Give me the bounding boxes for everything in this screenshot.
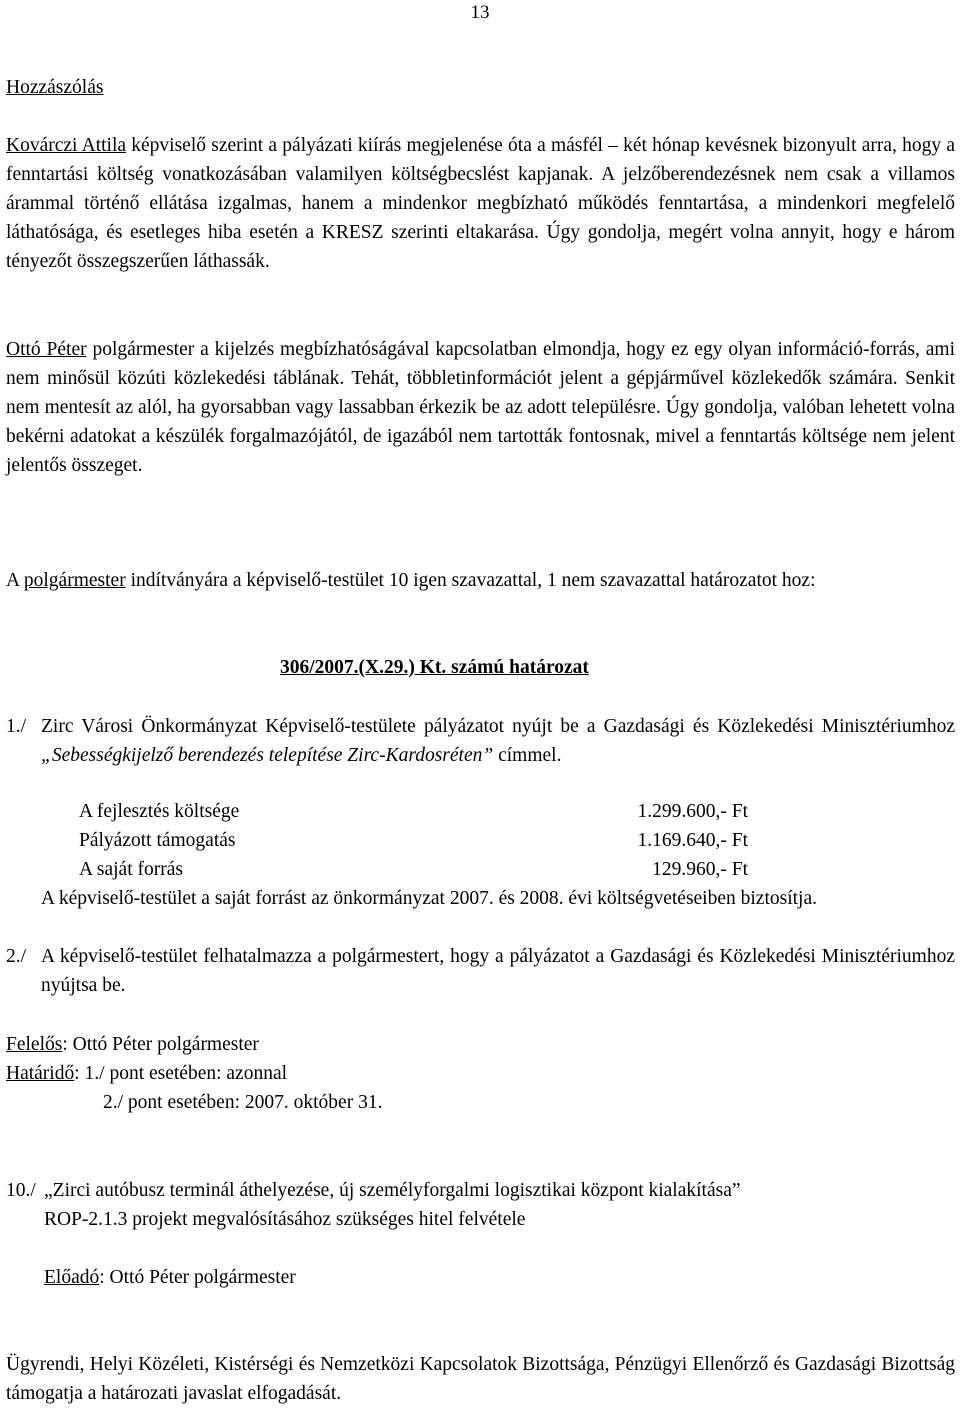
item1-tail: A képviselő-testület a saját forrást az önkormányzat 2007. és 2008. évi költségvetéseiben biztosítja. — [41, 888, 817, 909]
project-title: „Sebességkijelző berendezés telepítése Zirc-Kardosréten” — [41, 745, 494, 766]
cost-amount: 1.299.600,- Ft — [637, 801, 748, 822]
comment-text: képviselő szerint a pályázati kiírás megjelenése óta a másfél – két hónap kevésnek bizonyult arra, hogy a fenntartási költség vonatkozásában valamilyen költségbecslést kapjanak. A jelzőberendezésnek nem csak a villamos árammal történő ellátása izgalmas, hanem a mindenkor megbízható működés fenntartása, a mindenkori megfelelő láthatósága, és esetleges hiba esetén a KRESZ szerinti eltakarása. Úgy gondolja, megért volna annyit, hogy e három tényezőt összegszerűen láthassák. — [6, 135, 956, 272]
cost-amount: 129.960,- Ft — [652, 859, 748, 880]
comment-text: polgármester a kijelzés megbízhatóságával kapcsolatban elmondja, hogy ez egy olyan információ-forrás, ami nem minősül közúti közlekedési táblának. Tehát, többletinformációt jelent a gépjárművel közlekedők számára. Senkit nem mentesít az alól, ha gyorsabban vagy lassabban érkezik be az adott településre. Úgy gondolja, valóban lehetett volna bekérni adatokat a készülék forgalmazójától, de igazából nem tartották fontosnak, mivel a fenntartás költsége nem jelent jelentős összeget. — [6, 339, 955, 476]
vote-text: indítványára a képviselő-testület 10 igen szavazattal, 1 nem szavazattal határozatot hoz: — [125, 570, 816, 591]
page-number: 13 — [470, 2, 490, 23]
item1-number: 1./ — [6, 716, 27, 737]
vote-paragraph — [6, 566, 955, 595]
resolution-title: 306/2007.(X.29.) Kt. számú határozat — [280, 657, 589, 678]
section-heading: Hozzászólás — [6, 77, 104, 98]
responsible-line — [6, 1030, 259, 1059]
cost-label: A saját forrás — [79, 859, 183, 880]
item2-text: A képviselő-testület felhatalmazza a polgármestert, hogy a pályázatot a Gazdasági és Közlekedési Minisztériumhoz nyújtsa be. — [41, 946, 955, 996]
deadline-value: : 1./ pont esetében: azonnal — [74, 1063, 288, 1084]
deadline-second: 2./ pont esetében: 2007. október 31. — [103, 1092, 383, 1113]
presenter-line — [44, 1263, 296, 1292]
speaker-name: Kovárczi Attila — [6, 135, 127, 156]
item1-text — [41, 712, 955, 770]
deadline-line — [6, 1059, 287, 1088]
agenda-number: 10./ — [6, 1180, 36, 1201]
item1-text-post: címmel. — [493, 745, 562, 766]
responsible-label: Felelős — [6, 1034, 63, 1055]
cost-amount: 1.169.640,- Ft — [637, 830, 748, 851]
comment-paragraph-kovarczi — [6, 131, 955, 276]
speaker-name: Ottó Péter — [6, 339, 87, 360]
agenda-title: „Zirci autóbusz terminál áthelyezése, új személyforgalmi logisztikai központ kialakítása” — [44, 1180, 741, 1201]
vote-prefix: A — [6, 570, 24, 591]
presenter-value: : Ottó Péter polgármester — [99, 1267, 296, 1288]
committee-paragraph: Ügyrendi, Helyi Közéleti, Kistérségi és Nemzetközi Kapcsolatok Bizottsága, Pénzügyi Ellenőrző és Gazdasági Bizottság támogatja a határozati javaslat elfogadását. — [6, 1354, 955, 1404]
agenda-subtitle: ROP-2.1.3 projekt megvalósításához szükséges hitel felvétele — [44, 1209, 526, 1230]
presenter-label: Előadó — [44, 1267, 100, 1288]
responsible-value: : Ottó Péter polgármester — [62, 1034, 259, 1055]
cost-label: Pályázott támogatás — [79, 830, 236, 851]
deadline-label: Határidő — [6, 1063, 75, 1084]
comment-paragraph-otto — [6, 335, 955, 480]
vote-proposer: polgármester — [23, 570, 126, 591]
item2-number: 2./ — [6, 946, 27, 967]
cost-label: A fejlesztés költsége — [79, 801, 240, 822]
item1-text-pre: Zirc Városi Önkormányzat Képviselő-testülete pályázatot nyújt be a Gazdasági és Közlekedési Minisztériumhoz — [41, 716, 955, 737]
